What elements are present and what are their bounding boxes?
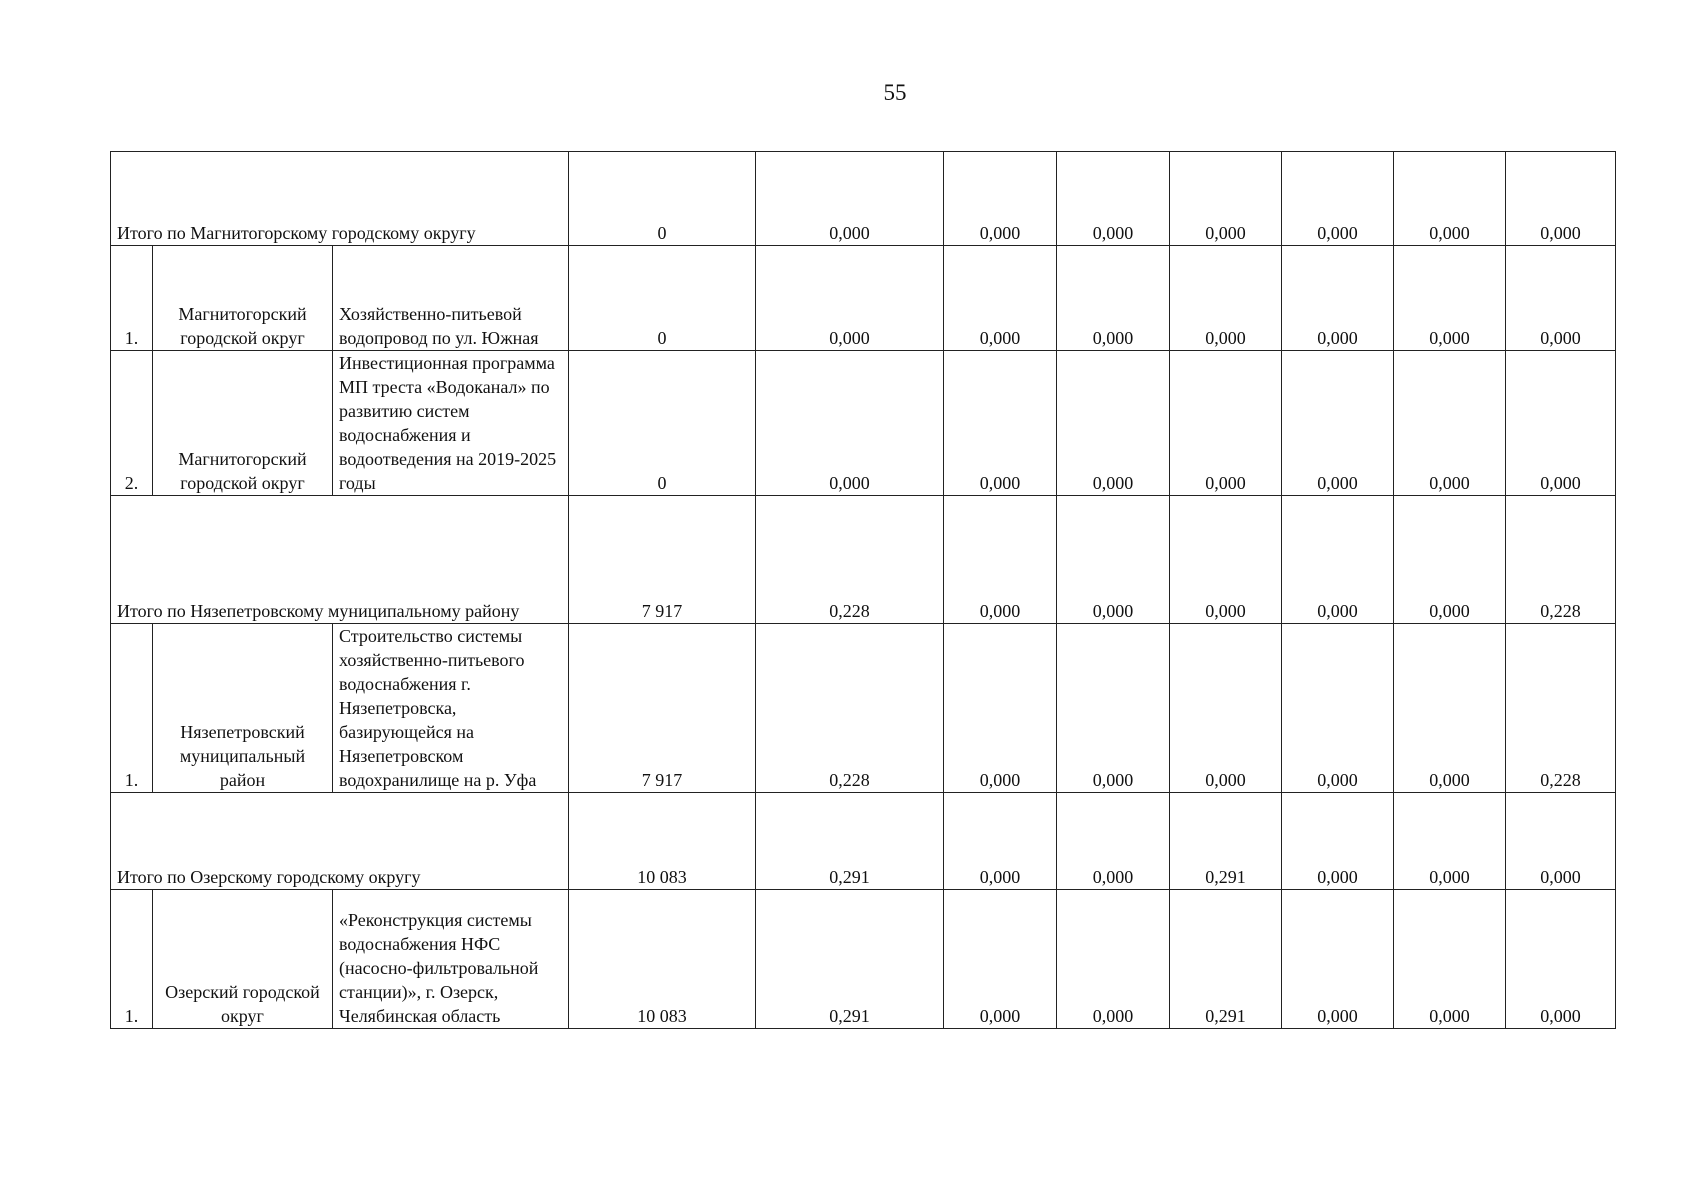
total-label: Итого по Магнитогорскому городскому округу xyxy=(117,223,476,243)
project-cell: «Реконструкция системы водоснабжения НФС (насосно-фильтровальной станции)», г. Озерск, Челябинская область xyxy=(333,890,569,1029)
value-cell: 0,000 xyxy=(1282,793,1394,890)
value-cell: 0 xyxy=(569,351,756,496)
value-cell: 0,000 xyxy=(1057,496,1170,624)
project-cell: Хозяйственно-питьевой водопровод по ул. Южная xyxy=(333,246,569,351)
item-row xyxy=(111,351,1616,496)
value-cell: 0,000 xyxy=(1282,890,1394,1029)
value-cell: 0 xyxy=(569,152,756,246)
value-cell: 0,000 xyxy=(1057,152,1170,246)
value-cell: 0,000 xyxy=(1170,496,1282,624)
value-cell: 0,000 xyxy=(1506,351,1616,496)
value-cell: 0,000 xyxy=(756,351,944,496)
total-label-cell xyxy=(111,152,569,246)
row-index: 1. xyxy=(111,624,153,793)
total-row xyxy=(111,793,1616,890)
value-cell: 0,000 xyxy=(1394,246,1506,351)
total-row xyxy=(111,496,1616,624)
value-cell: 0 xyxy=(569,246,756,351)
value-cell: 0,228 xyxy=(1506,624,1616,793)
value-cell: 0,000 xyxy=(944,793,1057,890)
total-label: Итого по Нязепетровскому муниципальному району xyxy=(117,601,520,621)
data-table xyxy=(110,151,1616,1029)
value-cell: 0,000 xyxy=(944,152,1057,246)
value-cell: 0,291 xyxy=(1170,793,1282,890)
total-label: Итого по Озерскому городскому округу xyxy=(117,867,421,887)
value-cell: 0,000 xyxy=(1506,246,1616,351)
total-row xyxy=(111,152,1616,246)
value-cell: 0,000 xyxy=(1394,890,1506,1029)
value-cell: 0,000 xyxy=(1394,152,1506,246)
value-cell: 7 917 xyxy=(569,624,756,793)
value-cell: 0,000 xyxy=(1394,351,1506,496)
value-cell: 0,000 xyxy=(944,624,1057,793)
value-cell: 0,000 xyxy=(944,496,1057,624)
value-cell: 0,000 xyxy=(1282,152,1394,246)
total-label-cell xyxy=(111,793,569,890)
value-cell: 0,000 xyxy=(1506,890,1616,1029)
value-cell: 0,000 xyxy=(1057,624,1170,793)
value-cell: 0,000 xyxy=(1057,890,1170,1029)
value-cell: 0,000 xyxy=(1170,624,1282,793)
district-cell: Нязепетровский муниципальный район xyxy=(153,624,333,793)
value-cell: 0,000 xyxy=(1394,624,1506,793)
value-cell: 0,000 xyxy=(944,890,1057,1029)
item-row xyxy=(111,246,1616,351)
value-cell: 0,000 xyxy=(1506,793,1616,890)
value-cell: 0,000 xyxy=(1057,351,1170,496)
value-cell: 0,000 xyxy=(1282,351,1394,496)
value-cell: 0,000 xyxy=(1170,351,1282,496)
value-cell: 0,291 xyxy=(1170,890,1282,1029)
value-cell: 0,000 xyxy=(1282,496,1394,624)
row-index: 1. xyxy=(111,890,153,1029)
value-cell: 0,000 xyxy=(944,351,1057,496)
value-cell: 0,000 xyxy=(1506,152,1616,246)
item-row xyxy=(111,890,1616,1029)
value-cell: 0,000 xyxy=(1057,793,1170,890)
project-cell: Строительство системы хозяйственно-питьевого водоснабжения г. Нязепетровска, базирующейся на Нязепетровском водохранилище на р. Уфа xyxy=(333,624,569,793)
row-index: 1. xyxy=(111,246,153,351)
district-cell: Магнитогорский городской округ xyxy=(153,351,333,496)
value-cell: 0,000 xyxy=(1394,496,1506,624)
value-cell: 0,000 xyxy=(1170,152,1282,246)
value-cell: 0,291 xyxy=(756,793,944,890)
row-index: 2. xyxy=(111,351,153,496)
value-cell: 0,228 xyxy=(756,496,944,624)
value-cell: 10 083 xyxy=(569,890,756,1029)
value-cell: 0,000 xyxy=(756,152,944,246)
value-cell: 0,000 xyxy=(944,246,1057,351)
value-cell: 0,000 xyxy=(1170,246,1282,351)
total-label-cell xyxy=(111,496,569,624)
value-cell: 10 083 xyxy=(569,793,756,890)
value-cell: 0,228 xyxy=(1506,496,1616,624)
value-cell: 0,000 xyxy=(1394,793,1506,890)
value-cell: 0,000 xyxy=(1057,246,1170,351)
district-cell: Озерский городской округ xyxy=(153,890,333,1029)
value-cell: 0,000 xyxy=(756,246,944,351)
project-cell: Инвестиционная программа МП треста «Водоканал» по развитию систем водоснабжения и водоотведения на 2019-2025 годы xyxy=(333,351,569,496)
value-cell: 0,228 xyxy=(756,624,944,793)
page-number: 55 xyxy=(883,80,907,105)
value-cell: 0,000 xyxy=(1282,246,1394,351)
value-cell: 0,291 xyxy=(756,890,944,1029)
value-cell: 0,000 xyxy=(1282,624,1394,793)
district-cell: Магнитогорский городской округ xyxy=(153,246,333,351)
value-cell: 7 917 xyxy=(569,496,756,624)
item-row xyxy=(111,624,1616,793)
